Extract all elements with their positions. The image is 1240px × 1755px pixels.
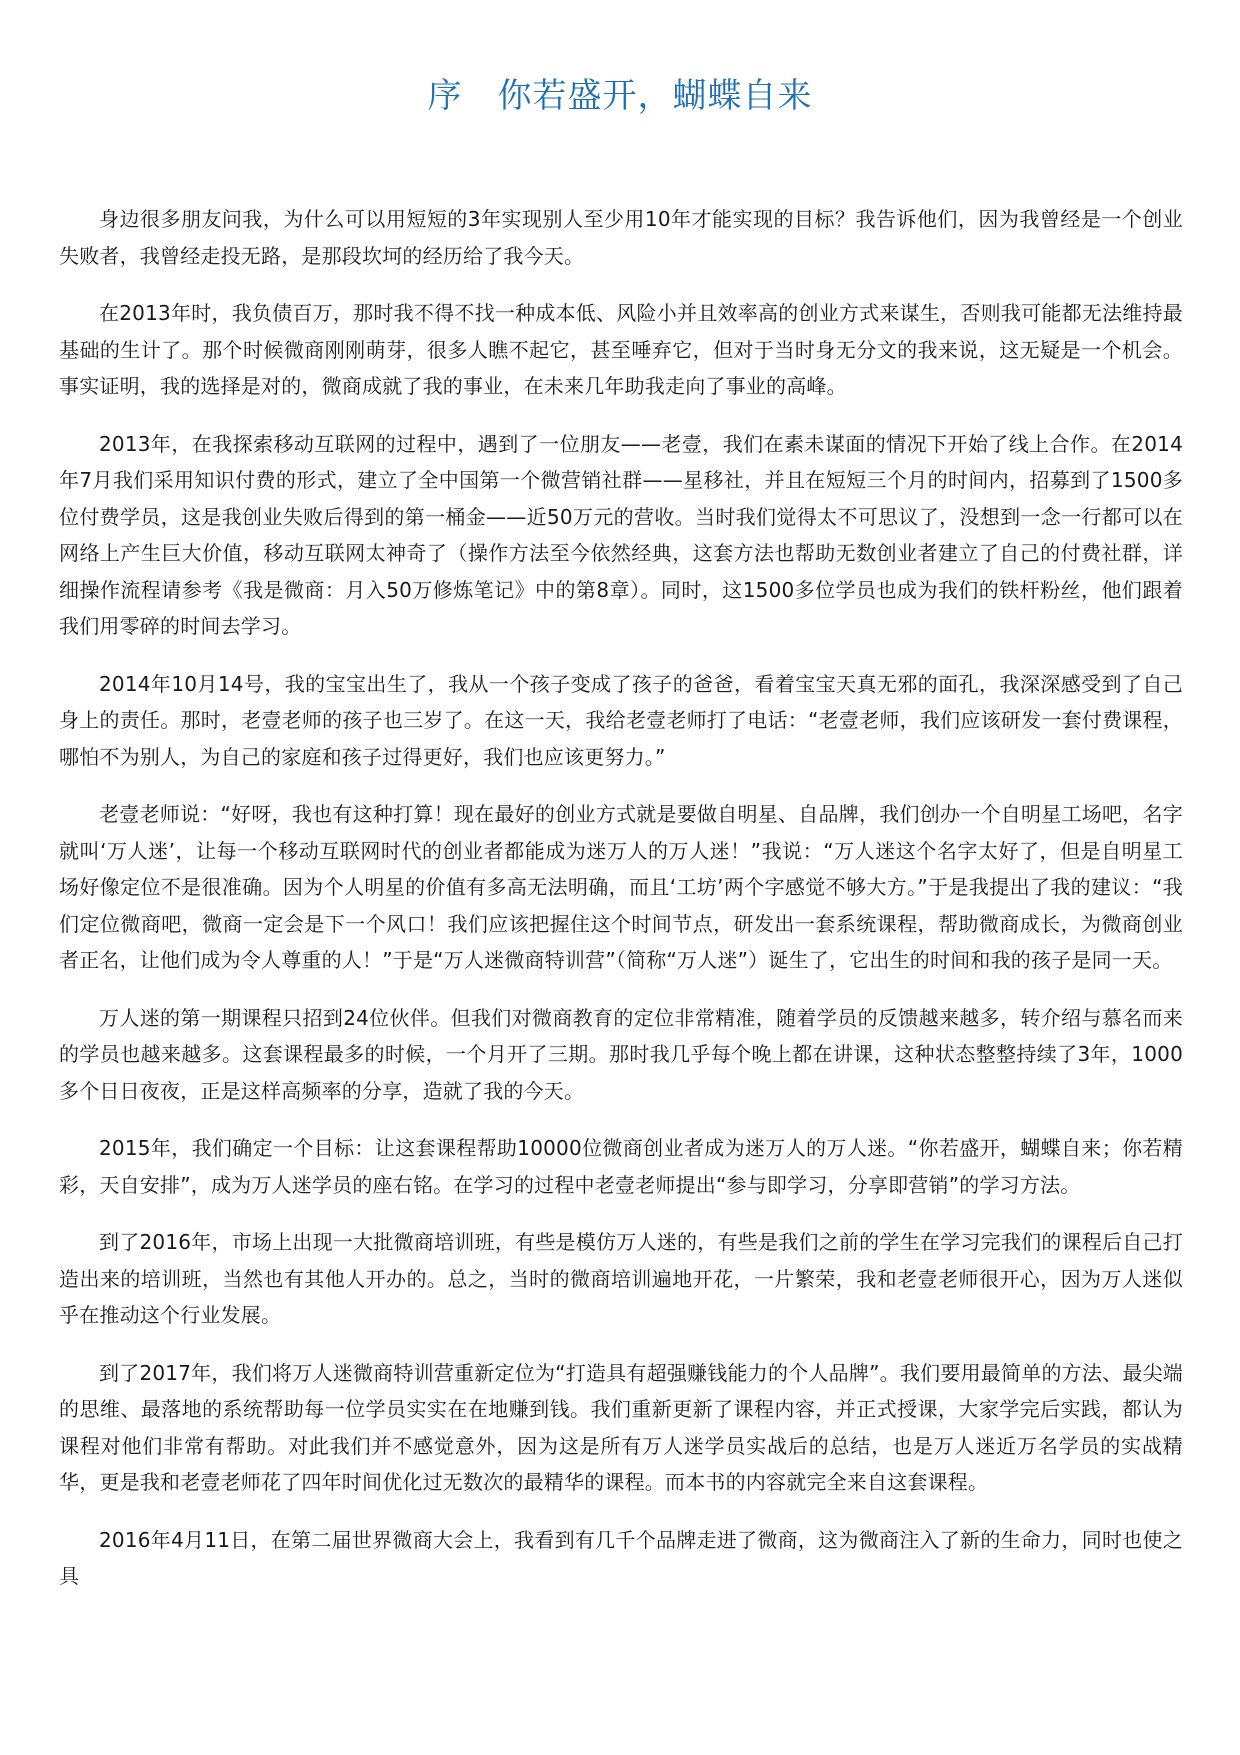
paragraph: 万人迷的第一期课程只招到24位伙伴。但我们对微商教育的定位非常精准，随着学员的反馈越来越多，转介绍与慕名而来的学员也越来越多。这套课程最多的时候，一个月开了三期。那时我几乎每个晚上都在讲课，这种状态整整持续了3年，1000多个日日夜夜，正是这样高频率的分享，造就了我的今天。 <box>59 1005 1183 1103</box>
paragraph: 2014年10月14号，我的宝宝出生了，我从一个孩子变成了孩子的爸爸，看着宝宝天真无邪的面孔，我深深感受到了自己身上的责任。那时，老壹老师的孩子也三岁了。在这一天，我给老壹老师打了电话：“老壹老师，我们应该研发一套付费课程，哪怕不为别人，为自己的家庭和孩子过得更好，我们也应该更努力。” <box>59 671 1183 769</box>
paragraph: 2016年4月11日，在第二届世界微商大会上，我看到有几千个品牌走进了微商，这为微商注入了新的生命力，同时也使之具 <box>59 1527 1183 1588</box>
paragraph: 身边很多朋友问我，为什么可以用短短的3年实现别人至少用10年才能实现的目标？我告诉他们，因为我曾经是一个创业失败者，我曾经走投无路，是那段坎坷的经历给了我今天。 <box>59 207 1183 268</box>
document-body <box>59 201 1183 1616</box>
paragraph: 2013年，在我探索移动互联网的过程中，遇到了一位朋友——老壹，我们在素未谋面的情况下开始了线上合作。在2014年7月我们采用知识付费的形式，建立了全中国第一个微营销社群——星移社，并且在短短三个月的时间内，招募到了1500多位付费学员，这是我创业失败后得到的第一桶金——近50万元的营收。当时我们觉得太不可思议了，没想到一念一行都可以在网络上产生巨大价值，移动互联网太神奇了（操作方法至今依然经典，这套方法也帮助无数创业者建立了自己的付费社群，详细操作流程请参考《我是微商：月入50万修炼笔记》中的第8章）。同时，这1500多位学员也成为我们的铁杆粉丝，他们跟着我们用零碎的时间去学习。 <box>59 431 1183 638</box>
paragraph: 到了2017年，我们将万人迷微商特训营重新定位为“打造具有超强赚钱能力的个人品牌”。我们要用最简单的方法、最尖端的思维、最落地的系统帮助每一位学员实实在在地赚到钱。我们重新更新了课程内容，并正式授课，大家学完后实践，都认为课程对他们非常有帮助。对此我们并不感觉意外，因为这是所有万人迷学员实战后的总结，也是万人迷近万名学员的实战精华，更是我和老壹老师花了四年时间优化过无数次的最精华的课程。而本书的内容就完全来自这套课程。 <box>59 1360 1183 1494</box>
paragraph: 2015年，我们确定一个目标：让这套课程帮助10000位微商创业者成为迷万人的万人迷。“你若盛开，蝴蝶自来；你若精彩，天自安排”，成为万人迷学员的座右铭。在学习的过程中老壹老师提出“参与即学习，分享即营销”的学习方法。 <box>59 1136 1183 1197</box>
paragraph: 在2013年时，我负债百万，那时我不得不找一种成本低、风险小并且效率高的创业方式来谋生，否则我可能都无法维持最基础的生计了。那个时候微商刚刚萌芽，很多人瞧不起它，甚至唾弃它，但对于当时身无分文的我来说，这无疑是一个机会。事实证明，我的选择是对的，微商成就了我的事业，在未来几年助我走向了事业的高峰。 <box>59 301 1183 398</box>
page-title: 序 你若盛开，蝴蝶自来 <box>427 76 813 116</box>
paragraph: 到了2016年，市场上出现一大批微商培训班，有些是模仿万人迷的，有些是我们之前的学生在学习完我们的课程后自己打造出来的培训班，当然也有其他人开办的。总之，当时的微商培训遍地开花，一片繁荣，我和老壹老师很开心，因为万人迷似乎在推动这个行业发展。 <box>59 1230 1183 1327</box>
paragraph: 老壹老师说：“好呀，我也有这种打算！现在最好的创业方式就是要做自明星、自品牌，我们创办一个自明星工场吧，名字就叫‘万人迷’，让每一个移动互联网时代的创业者都能成为迷万人的万人迷！”我说：“万人迷这个名字太好了，但是自明星工场好像定位不是很准确。因为个人明星的价值有多高无法明确，而且‘工坊’两个字感觉不够大方。”于是我提出了我的建议：“我们定位微商吧，微商一定会是下一个风口！我们应该把握住这个时间节点，研发出一套系统课程，帮助微商成长，为微商创业者正名，让他们成为令人尊重的人！”于是“万人迷微商特训营”（简称“万人迷”）诞生了，它出生的时间和我的孩子是同一天。 <box>59 802 1183 972</box>
